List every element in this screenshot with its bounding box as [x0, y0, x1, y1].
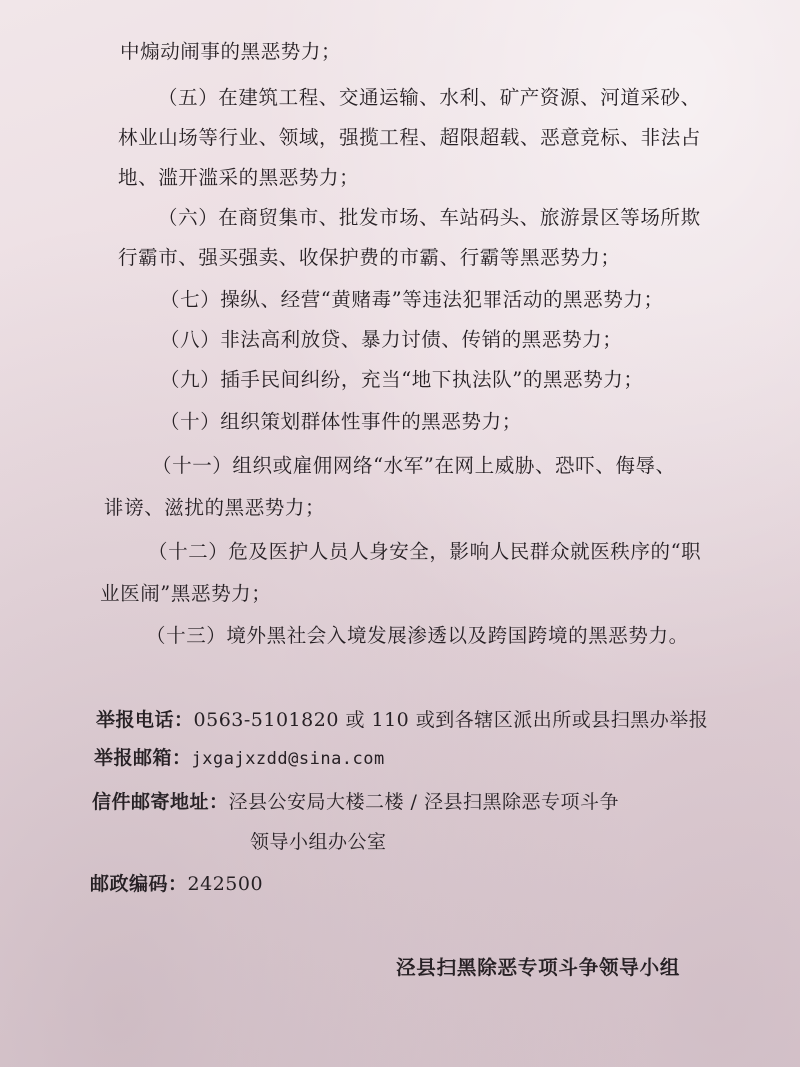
- list-item-7: （七）操纵、经营“黄赌毒”等违法犯罪活动的黑恶势力；: [160, 288, 664, 311]
- report-phone-value: 0563-5101820 或 110 或到各辖区派出所或县扫黑办举报: [193, 709, 709, 731]
- postcode: [90, 872, 263, 896]
- signature-issuer: 泾县扫黑除恶专项斗争领导小组: [396, 956, 681, 979]
- report-phone: [96, 708, 708, 732]
- list-item-5-line-3: 地、滥开滥采的黑恶势力；: [118, 166, 360, 189]
- report-email-label: 举报邮箱：: [94, 747, 192, 769]
- report-phone-label: 举报电话：: [96, 709, 194, 731]
- list-item-12-line-1: （十二）危及医护人员人身安全，影响人民群众就医秩序的“职: [148, 540, 702, 563]
- list-item-8: （八）非法高利放贷、暴力讨债、传销的黑恶势力；: [160, 328, 623, 351]
- postcode-value: 242500: [187, 873, 264, 895]
- text-line-continuation: 中煽动闹事的黑恶势力；: [120, 40, 342, 63]
- mailing-address-value-2: 领导小组办公室: [250, 831, 387, 853]
- list-item-12-line-2: 业医闹”黑恶势力；: [100, 582, 272, 605]
- list-item-9: （九）插手民间纠纷，充当“地下执法队”的黑恶势力；: [160, 368, 644, 391]
- mailing-address: [92, 790, 619, 814]
- list-item-6-line-1: （六）在商贸集市、批发市场、车站码头、旅游景区等场所欺: [158, 206, 701, 229]
- list-item-11-line-1: （十一）组织或雇佣网络“水军”在网上威胁、恐吓、侮辱、: [152, 454, 676, 477]
- list-item-13: （十三）境外黑社会入境发展渗透以及跨国跨境的黑恶势力。: [146, 624, 689, 647]
- list-item-6-line-2: 行霸市、强买强卖、收保护费的市霸、行霸等黑恶势力；: [118, 246, 621, 269]
- list-item-11-line-2: 诽谤、滋扰的黑恶势力；: [104, 496, 326, 519]
- mailing-address-value-1: 泾县公安局大楼二楼 / 泾县扫黑除恶专项斗争: [228, 791, 619, 813]
- report-email-value: jxgajxzdd@sina.com: [191, 749, 385, 769]
- list-item-5-line-2: 林业山场等行业、领域，强揽工程、超限超载、恶意竞标、非法占: [118, 126, 701, 149]
- mailing-address-label: 信件邮寄地址：: [92, 791, 229, 813]
- list-item-10: （十）组织策划群体性事件的黑恶势力；: [160, 410, 522, 433]
- report-email: [94, 746, 385, 771]
- postcode-label: 邮政编码：: [90, 873, 188, 895]
- list-item-5-line-1: （五）在建筑工程、交通运输、水利、矿产资源、河道采砂、: [158, 86, 701, 109]
